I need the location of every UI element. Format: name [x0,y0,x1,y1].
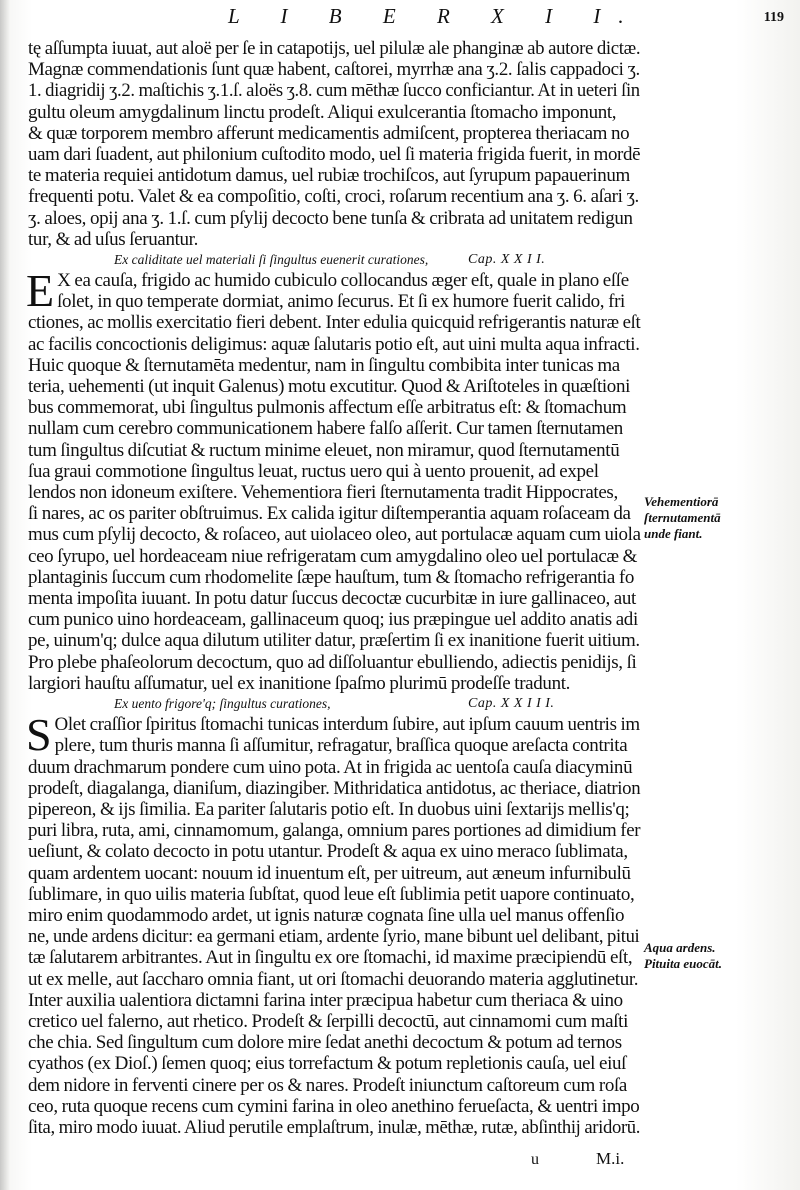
text-line: ſi nares, ac os pariter obſtruimus. Ex calida igitur diſtemperantia aquam roſaceam da [28,503,631,525]
note-line: Vehementiorā [644,494,719,509]
text-line: tę aſſumpta iuuat, aut aloë per ſe in catapotijs, uel pilulæ ale phanginæ ab autore dictæ. [28,38,641,59]
note-line: Pituita euocāt. [644,956,722,971]
paragraph [28,312,640,694]
margin-note-sneezing [644,494,794,542]
text-line: puri libra, ruta, ami, cinnamomum, galanga, omnium pares portiones ad dimidium fer [28,820,641,842]
text-line: ceo, ruta quoque recens cum cymini farina in oleo anethino ferueſacta, & uentri impo [28,1095,640,1117]
running-head: L I B E R X I I. [228,4,642,28]
text-line: gultu oleum amygdalinum linctu prodeſt. Aliqui exulcerantia ſtomacho imponunt, [28,101,617,123]
note-line: unde fiant. [644,526,703,541]
text-line: cretico uel falerno, aut rhetico. Prodeſt & ſerpilli decoctū, aut cinnamomi cum maſti [28,1010,629,1032]
chapter-title: Ex caliditate uel materiali ſi ſingultus euenerit curationes, [114,252,429,268]
text-line: ctiones, ac mollis exercitatio fieri debent. Inter edulia quicquid refrigerantis naturæ eſt [28,312,641,334]
initial-lines [26,709,640,761]
text-line: cum punico uino hordeaceam, gallinaceum quoq; ius præpingue uel addito anatis adi [28,609,638,631]
text-line: & quæ torporem membro afferunt medicamentis admiſcent, propterea theriacam no [28,122,630,144]
text-line: Pro plebe phaſeolorum decoctum, quo ad diſſoluantur ebulliendo, adiectis penidijs, ſi [28,651,637,673]
chapter-number: Cap. X X I I I. [468,696,555,712]
note-line: Aqua ardens. [644,940,716,955]
paragraph [28,757,640,1139]
text-line: pe, uinum'q; dulce aqua dilutum utiliter datur, præſertim ſi ex inanitione fuerit uitium. [28,630,640,652]
text-line: ʒ. aloes, opij ana ʒ. 1.ſ. cum pſylij decocto bene tunſa & cribrata ad unitatem redigun [28,207,633,229]
text-line: 1. diagridij ʒ.2. maſtichis ʒ.1.ſ. aloës ʒ.8. cum mēthæ ſucco conficiantur. At in ueteri ſin [28,80,640,102]
text-line: X ea cauſa, frigido ac humido cubiculo collocandus æger eſt, quale in plano eſſe [57,270,629,292]
text-line: Huic quoque & ſternutamēta medentur, nam in ſingultu combibita inter tunicas ma [28,354,620,376]
chapter-number: Cap. X X I I. [468,252,546,268]
text-line: duum drachmarum pondere cum uino pota. At in frigida ac uentoſa cauſa diacyminū [28,756,633,778]
chapter-heading-xxiii [28,695,640,714]
text-line: frequenti potu. Valet & ea compoſitio, coſti, croci, roſarum recentium ana ʒ. 6. aſari ʒ. [28,186,639,208]
text-line: tum ſingultus diſcutiat & ructum minime eleuet, non miramur, quod ſternutamentū [28,439,620,461]
chapter-heading-xxii [28,251,640,270]
text-line: prodeſt, diagalanga, dianiſum, diazingiber. Mithridatica antidotus, ac theriace, diatrion [28,777,641,799]
text-line: ne, unde ardens dicitur: ea germani etiam, ardente ſyrio, mane bibunt uel delibant, pitui [28,926,640,948]
text-line: nullam cum cerebro communicationem habere falſo aſſerit. Cur tamen ſternutamen [28,418,623,440]
signature-mark: u [531,1151,539,1168]
text-line: plantaginis ſuccum cum rhodomelite ſæpe hauſtum, tum & ſtomacho refrigerantia fo [28,566,634,588]
drop-cap: S [26,709,52,761]
chapter-xxii-text [26,265,641,694]
text-line: Olet craſſior ſpiritus ſtomachi tunicas interdum ſubire, aut ipſum cauum uentris im [54,714,640,736]
text-line: ueſiunt, & colato decocto in potu utantur. Prodeſt & aqua ex uino meraco ſublimata, [28,841,628,863]
text-line: che chia. Sed ſingultum cum dolore mire ſedat anethi decoctum & potum ad ternos [28,1032,622,1054]
text-line: dem nidore in ferventi cinere per os & nares. Prodeſt iniunctum caſtoreum cum roſa [28,1074,627,1096]
chapter-xxiii-text [26,709,641,1138]
text-line: lendos non idoneum exiſtere. Vehementiora fieri ſternutamenta tradit Hippocrates, [28,482,618,504]
text-line: cyathos (ex Dioſ.) ſemen quoq; eius torrefactum & potum repletionis cauſa, uel eiuſ [28,1053,627,1075]
paragraph-continuation [28,38,640,250]
text-line: ſita, miro modo iuuat. Aliud perutile emplaſtrum, inulæ, mēthæ, rutæ, abſinthij aridorū. [28,1116,641,1138]
gutter-shadow [0,0,10,1190]
page-footer [0,1143,800,1173]
text-line: ac facilis concoctionis deligimus: aquæ ſalutaris potio eſt, aut uini multa aqua infracti. [28,333,640,355]
margin-note-aqua-ardens [644,940,794,972]
text-line: te materia requiei antidotum damus, uel rubiæ trochiſcos, aut ſyrupum papauerinum [28,165,630,187]
text-line: ſolet, in quo temperate dormiat, animo ſecurus. Et ſi ex humore fuerit calido, fri [57,291,625,313]
text-line: pipereon, & ijs ſimilia. Ea pariter ſalutaris potio eſt. In duobus uini ſextarijs mellis'q; [28,798,630,820]
text-line: plere, tum thuris manna ſi aſſumitur, refragatur, braſſica quoque areſacta contrita [54,735,628,757]
text-line: ceo ſyrupo, uel hordeaceam niue refrigeratam cum amygdalino oleo uel portulacæ & [28,545,638,567]
text-line: menta impoſita iuuant. In potu datur ſuccus decoctæ cucurbitæ in iure gallinaceo, aut [28,588,636,610]
chapter-title: Ex uento frigore'q; ſingultus curationes, [114,696,331,712]
text-line: ut ex melle, aut ſaccharo omnia fiant, ut ori ſtomachi deuorando materia agglutinetur. [28,968,639,990]
text-line: uam dari ſuadent, aut philonium cuſtodito modo, uel ſi materia frigida fuerit, in mordē [28,144,641,166]
main-text [28,38,640,1138]
page-header [0,4,800,34]
text-line: teria, uehementi (ut inquit Galenus) motu excutitur. Quod & Ariſtoteles in quæſtioni [28,376,631,398]
text-line: tur, & ad uſus ſeruantur. [28,228,199,250]
initial-lines [26,265,640,317]
text-line: quam ardentem uocant: nouum id inuentum eſt, per uitreum, aut æneum infurnibulū [28,862,631,884]
text-line: mus cum pſylij decocto, & roſaceo, aut uiolaceo oleo, aut portulacæ aquam cum uiola [28,524,641,546]
text-line: ſua graui commotione ſingultus leuat, ructus uero qui à uento prouenit, ad expel [28,460,599,482]
text-line: tæ ſalutarem arbitrantes. Aut in ſingultu ex ore ſtomachi, id maxime præcipiendū eſt, [28,947,633,969]
text-line: Inter auxilia ualentiora dictamni farina inter præcipua habetur cum theriaca & uino [28,989,623,1011]
text-line: largiori hauſtu aſſumatur, uel ex inanitione ſpaſmo plurimū prodeſſe tradunt. [28,672,571,694]
text-line: Magnæ commendationis ſunt quæ habent, caſtorei, myrrhæ ana ʒ.2. ſalis cappadoci ʒ. [28,59,640,81]
text-line: bus commemorat, ubi ſingultus pulmonis affectum eſſe arbitratus eſt: & ſtomachum [28,397,627,419]
note-line: ſternutamentā [644,510,721,525]
text-line: ſublimare, in quo uilis materia ſubſtat, quod leue eſt ſublimia petit uapore continuato, [28,883,635,905]
catchword: M.i. [596,1149,625,1168]
text-line: miro enim quodammodo ardet, ut ignis naturæ cognata ſine ulla uel manus offenſio [28,904,625,926]
drop-cap: E [26,265,55,317]
page-number: 119 [763,10,784,25]
